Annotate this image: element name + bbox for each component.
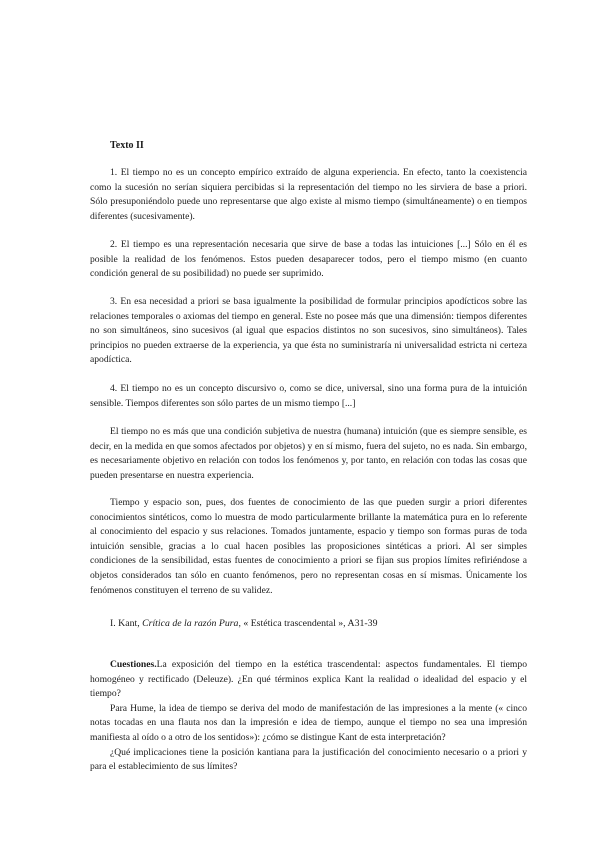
questions-section [90, 658, 527, 775]
paragraph-1: 1. El tiempo no es un concepto empírico extraído de alguna experiencia. En efecto, tanto la coexistencia como la sucesión no serían siquiera percibidas si la representación del tiempo no les sirviera de base a priori. Sólo presuponiéndolo puede uno representarse que algo existe al mismo tiempo (simultáneamente) o en tiempos diferentes (sucesivamente). [90, 167, 527, 222]
question-3: ¿Qué implicaciones tiene la posición kantiana para la justificación del conocimiento necesario o a priori y para el establecimiento de sus límites? [90, 746, 527, 773]
question-2: Para Hume, la idea de tiempo se deriva del modo de manifestación de las impresiones a la mente (« cinco notas tocadas en una flauta nos dan la impresión e idea de tiempo, aunque el tiempo no sea una impresión manifiesta al oído o a otro de los sentidos»): ¿cómo se distingue Kant de esta interpretación? [90, 702, 527, 743]
questions-label: Cuestiones. [110, 659, 157, 670]
paragraph-4: 4. El tiempo no es un concepto discursivo o, como se dice, universal, sino una forma pura de la intuición sensible. Tiempos diferentes son sólo partes de un mismo tiempo [...] [90, 383, 527, 409]
text-heading: Texto II [110, 140, 144, 151]
citation-work: Crítica de la razón Pura [142, 618, 239, 629]
citation-author: I. Kant, [110, 618, 143, 629]
paragraph-2: 2. El tiempo es una representación necesaria que sirve de base a todas las intuiciones [...] Sólo en él es posible la realidad de los fenómenos. Estos pueden desaparecer todos, pero el tiempo mismo (en cuanto condición general de su posibilidad) no puede ser suprimido. [90, 239, 527, 280]
paragraph-5: El tiempo no es más que una condición subjetiva de nuestra (humana) intuición (que es siempre sensible, es decir, en la medida en que somos afectados por objetos) y en sí mismo, fuera del sujeto, no es nada. Sin embargo, es necesariamente objetivo en relación con todos los fenómenos y, por tanto, en relación con todas las cosas que pueden presentarse en nuestra experiencia. [90, 426, 527, 481]
citation-rest: , « Estética trascendental », A31-39 [238, 618, 378, 629]
paragraph-3: 3. En esa necesidad a priori se basa igualmente la posibilidad de formular principios apodícticos sobre las relaciones temporales o axiomas del tiempo en general. Este no posee más que una dimensión: tiempos diferentes no son simultáneos, sino sucesivos (al igual que espacios distintos no son sucesivos, sino simultáneos). Tales principios no pueden extraerse de la experiencia, ya que ésta no suministraría ni universalidad estricta ni certeza apodíctica. [90, 296, 527, 366]
source-citation [110, 617, 377, 632]
question-1-text: La exposición del tiempo en la estética trascendental: aspectos fundamentales. El tiempo homogéneo y rectificado (Deleuze). ¿En qué términos explica Kant la realidad o idealidad del espacio y el tiempo? [90, 659, 527, 700]
question-1 [90, 658, 527, 702]
paragraph-6: Tiempo y espacio son, pues, dos fuentes de conocimiento de las que pueden surgir a priori diferentes conocimientos sintéticos, como lo muestra de modo particularmente brillante la matemática pura en lo referente al conocimiento del espacio y sus relaciones. Tomados juntamente, espacio y tiempo son formas puras de toda intuición sensible, gracias a lo cual hacen posibles las proposiciones sintéticas a priori. Al ser simples condiciones de la sensibilidad, estas fuentes de conocimiento a priori se fijan sus propios límites refiriéndose a objetos considerados tan sólo en cuanto fenómenos, pero no representan cosas en sí mismas. Únicamente los fenómenos constituyen el terreno de su validez. [90, 497, 527, 596]
